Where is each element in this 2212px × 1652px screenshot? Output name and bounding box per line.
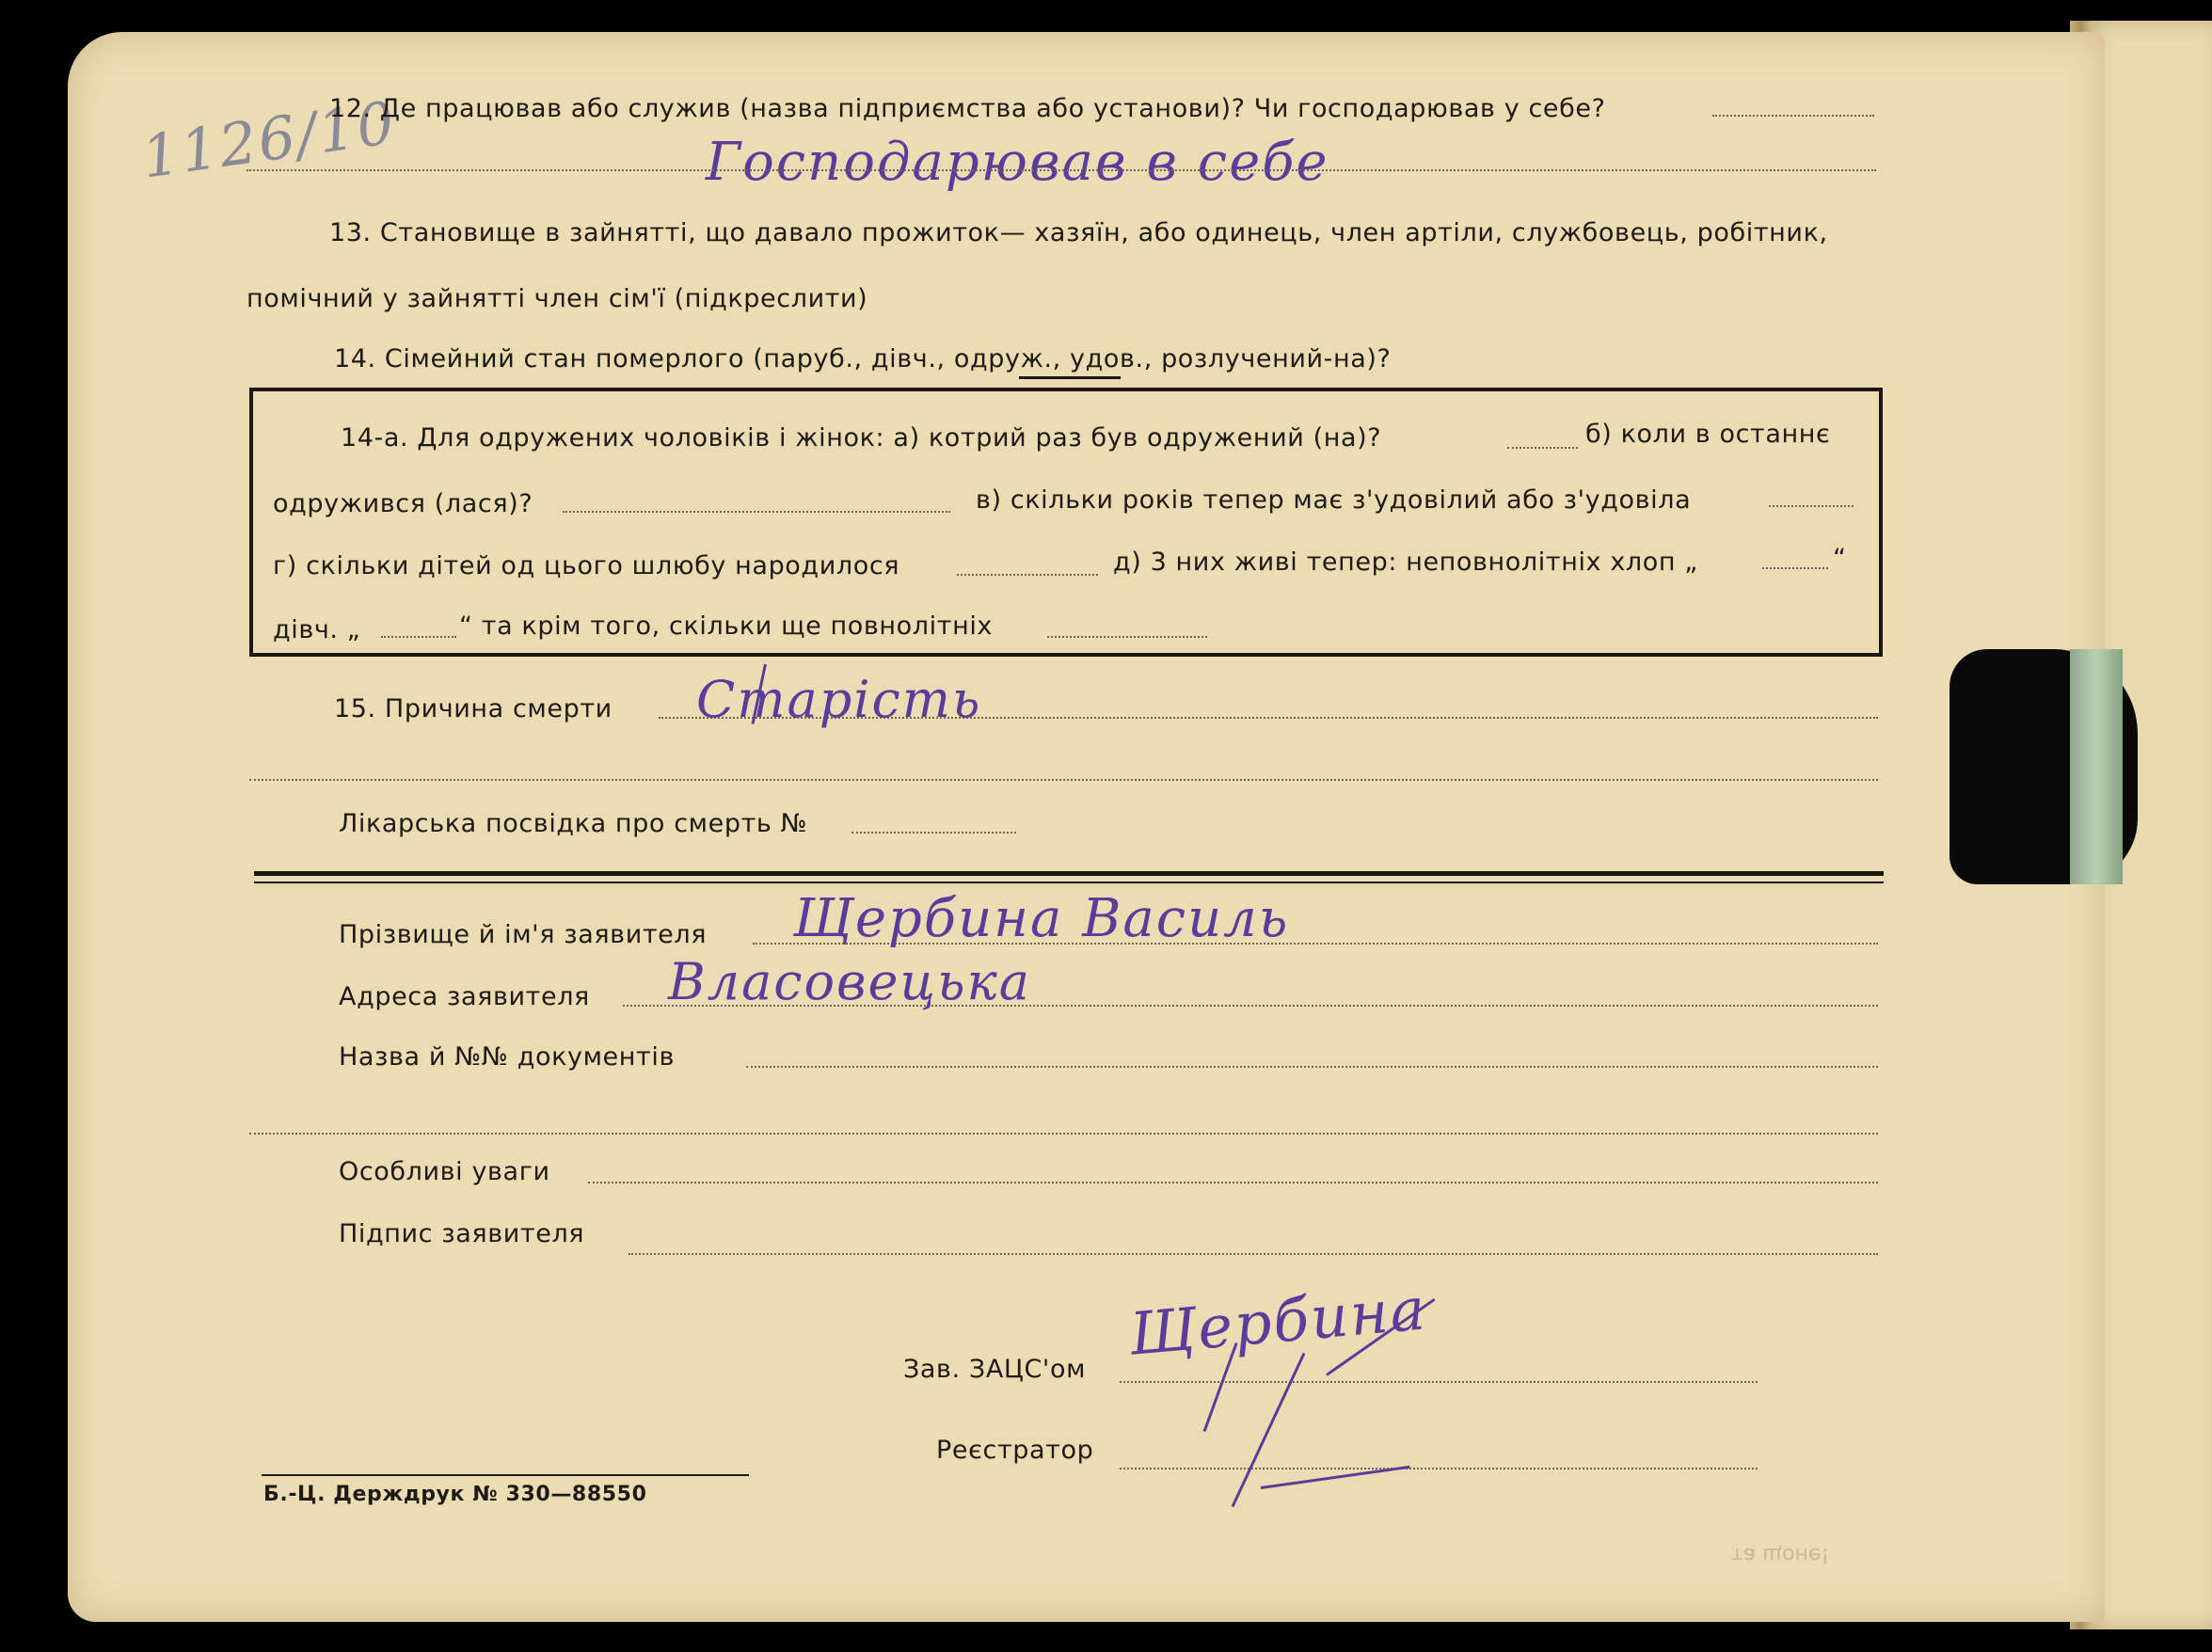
q14a-line3a: г) скільки дітей од цього шлюбу народилося <box>273 551 900 580</box>
applicant-name-value: Щербина Василь <box>793 888 1290 949</box>
applicant-remarks-line <box>588 1182 1878 1183</box>
q14a-line3c: “ <box>1833 544 1847 573</box>
q14a-line4a: дівч. „ <box>273 615 361 644</box>
applicant-signature-label: Підпис заявителя <box>339 1219 585 1248</box>
applicant-address-label: Адреса заявителя <box>339 982 590 1011</box>
printer-imprint: Б.-Ц. Держдрук № 330—88550 <box>263 1483 647 1506</box>
q12-label: 12. Де працював або служив (назва підприємства або установи)? Чи господарював у себе? <box>329 94 1606 123</box>
q12-answer: Господарював в себе <box>706 132 1329 193</box>
section-divider-thick <box>254 871 1884 876</box>
q15-line-2 <box>249 779 1878 781</box>
binding-ribbon <box>2070 649 2123 884</box>
q14-label: 14. Сімейний стан померлого (паруб., дівч., одруж., удов., розлучений-на)? <box>334 344 1392 373</box>
q14a-line4b: “ та крім того, скільки ще повнолітніх <box>459 612 994 641</box>
zags-head-signature: Щербина <box>1126 1274 1430 1369</box>
q14a-dots-e <box>1762 567 1828 569</box>
zags-head-line <box>1120 1381 1758 1383</box>
applicant-documents-label: Назва й №№ документів <box>339 1042 675 1072</box>
q14a-dots-c <box>1769 505 1854 507</box>
medical-certificate-label: Лікарська посвідка про смерть № <box>339 809 808 838</box>
q14a-line2a: одружився (лася)? <box>273 489 533 518</box>
q13-label: 13. Становище в зайнятті, що давало прожиток— хазяїн, або одинець, член артіли, службовець, робітник, <box>329 218 1828 247</box>
applicant-documents-line-1 <box>746 1066 1878 1068</box>
applicant-signature-line <box>629 1253 1878 1255</box>
q13-label-cont: помічний у зайнятті член сім'ї (підкреслити) <box>247 284 868 313</box>
zags-registrar-line <box>1120 1468 1758 1469</box>
zags-registrar-label: Реєстратор <box>936 1436 1094 1465</box>
applicant-name-label: Прізвище й ім'я заявителя <box>339 920 708 949</box>
archive-number: 1126/10 <box>137 87 401 192</box>
medical-certificate-line <box>851 832 1016 834</box>
printer-rule <box>262 1474 749 1476</box>
section-divider-thin <box>254 882 1884 883</box>
zags-head-label: Зав. ЗАЦС'ом <box>903 1355 1087 1384</box>
applicant-documents-line-2 <box>249 1133 1878 1135</box>
q14a-dots-g <box>1047 636 1207 638</box>
q14a-line3b: д) 3 них живі тепер: неповнолітніх хлоп „ <box>1113 548 1698 577</box>
reverse-bleed-text: та щоне! <box>1731 1543 1830 1566</box>
q14a-dots-f <box>381 636 456 638</box>
q15-label: 15. Причина смерти <box>334 694 613 723</box>
q14a-line2b: в) скільки років тепер має з'удовілий або з'удовіла <box>976 485 1692 515</box>
q14a-line1: 14-а. Для одружених чоловіків і жінок: а) котрий раз був одружений (на)? <box>341 423 1382 453</box>
q14a-dots-d <box>957 574 1098 576</box>
q12-line-2 <box>247 169 1876 171</box>
q14a-dots-a <box>1507 447 1578 449</box>
applicant-remarks-label: Особливі уваги <box>339 1157 550 1186</box>
q14a-dots-b <box>563 511 950 513</box>
applicant-address-value: Власовецька <box>668 952 1031 1011</box>
q12-line-1 <box>1712 115 1874 117</box>
q14a-line1b: б) коли в останнє <box>1585 420 1831 449</box>
q14-underline-married <box>1019 376 1121 379</box>
q15-answer: Старість <box>696 670 982 729</box>
